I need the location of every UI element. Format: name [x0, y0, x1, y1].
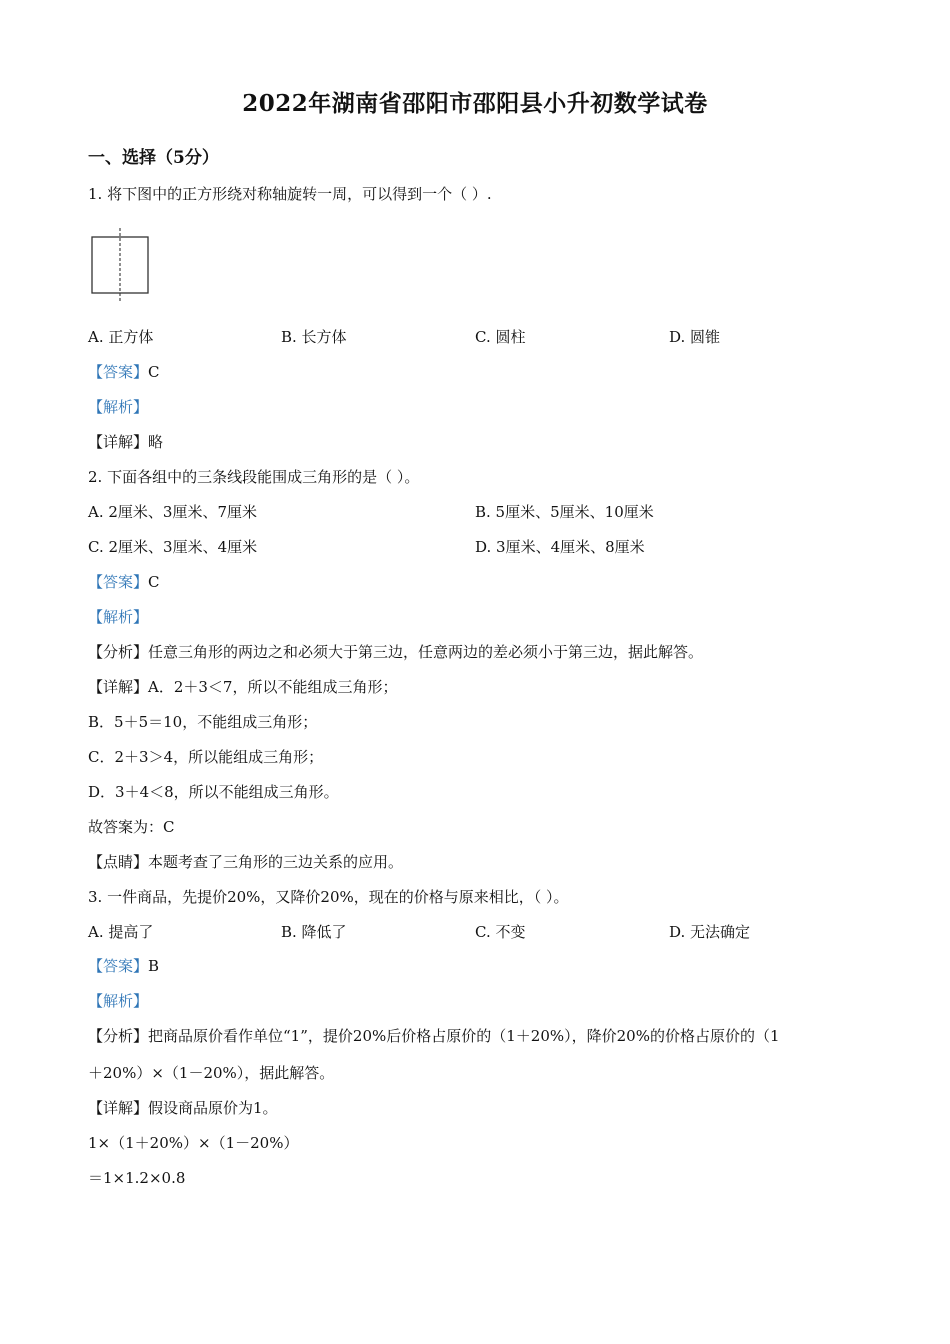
q2-conclusion: 故答案为：C	[88, 818, 175, 836]
q3-answer	[88, 955, 159, 977]
answer-tag: 【答案】	[88, 957, 149, 975]
q1-stem: 1. 将下图中的正方形绕对称轴旋转一周，可以得到一个（ ）.	[88, 185, 492, 203]
q2-option-b: B. 5厘米、5厘米、10厘米	[475, 503, 654, 521]
q1-option-a: A. 正方体	[88, 328, 154, 346]
q3-fenxi-text: 把商品原价看作单位“1”，提价20%后价格占原价的（1＋20%），降价20%的价格占原价的（1	[148, 1027, 780, 1045]
q2-line-c: C．2＋3＞4，所以能组成三角形；	[88, 748, 324, 766]
section-heading: 一、选择（5分）	[88, 148, 219, 168]
q3-fenxi-cont: ＋20%）×（1－20%），据此解答。	[88, 1064, 335, 1082]
q2-comment-text: 本题考查了三角形的三边关系的应用。	[148, 853, 404, 871]
q3-answer-value: B	[148, 957, 160, 975]
q1-answer-value: C	[148, 363, 160, 381]
q3-analysis	[88, 990, 148, 1012]
q3-calc-line-2: ＝1×1.2×0.8	[88, 1169, 186, 1187]
q2-option-a: A. 2厘米、3厘米、7厘米	[88, 503, 257, 521]
q3-option-a: A. 提高了	[88, 923, 154, 941]
square-axis-figure	[88, 226, 154, 304]
fenxi-tag: 【分析】	[88, 1027, 149, 1045]
q2-fenxi	[88, 641, 703, 663]
comment-tag: 【点睛】	[88, 853, 149, 871]
q2-fenxi-text: 任意三角形的两边之和必须大于第三边，任意两边的差必须小于第三边，据此解答。	[148, 643, 704, 661]
q3-calc-line-1: 1×（1＋20%）×（1－20%）	[88, 1134, 299, 1152]
q2-line-b: B．5＋5＝10，不能组成三角形；	[88, 713, 318, 731]
q1-detail	[88, 431, 163, 453]
q3-option-d: D. 无法确定	[669, 923, 751, 941]
q3-detail-text: 假设商品原价为1。	[148, 1099, 278, 1117]
detail-tag: 【详解】	[88, 1099, 149, 1117]
q3-fenxi	[88, 1025, 780, 1047]
q2-comment	[88, 851, 403, 873]
q3-option-c: C. 不变	[475, 923, 526, 941]
q1-analysis	[88, 396, 148, 418]
q3-option-b: B. 降低了	[281, 923, 347, 941]
q1-option-d: D. 圆锥	[669, 328, 721, 346]
q2-line-d: D．3＋4＜8，所以不能组成三角形。	[88, 783, 339, 801]
q2-detail-text: A．2＋3＜7，所以不能组成三角形；	[148, 678, 398, 696]
q1-detail-text: 略	[148, 433, 164, 451]
q3-stem: 3. 一件商品，先提价20%，又降价20%，现在的价格与原来相比，（ ）。	[88, 888, 569, 906]
q2-detail	[88, 676, 397, 698]
q2-option-d: D. 3厘米、4厘米、8厘米	[475, 538, 645, 556]
detail-tag: 【详解】	[88, 678, 149, 696]
fenxi-tag: 【分析】	[88, 643, 149, 661]
q2-analysis	[88, 606, 148, 628]
page-title: 2022年湖南省邵阳市邵阳县小升初数学试卷	[242, 90, 708, 117]
q3-detail	[88, 1097, 278, 1119]
q1-answer	[88, 361, 160, 383]
q2-option-c: C. 2厘米、3厘米、4厘米	[88, 538, 258, 556]
answer-tag: 【答案】	[88, 363, 149, 381]
q1-option-c: C. 圆柱	[475, 328, 526, 346]
q2-stem: 2. 下面各组中的三条线段能围成三角形的是（ ）。	[88, 468, 420, 486]
answer-tag: 【答案】	[88, 573, 149, 591]
q2-answer-value: C	[148, 573, 160, 591]
q1-option-b: B. 长方体	[281, 328, 347, 346]
detail-tag: 【详解】	[88, 433, 149, 451]
analysis-tag: 【解析】	[88, 608, 149, 626]
q2-answer	[88, 571, 160, 593]
analysis-tag: 【解析】	[88, 398, 149, 416]
analysis-tag: 【解析】	[88, 992, 149, 1010]
